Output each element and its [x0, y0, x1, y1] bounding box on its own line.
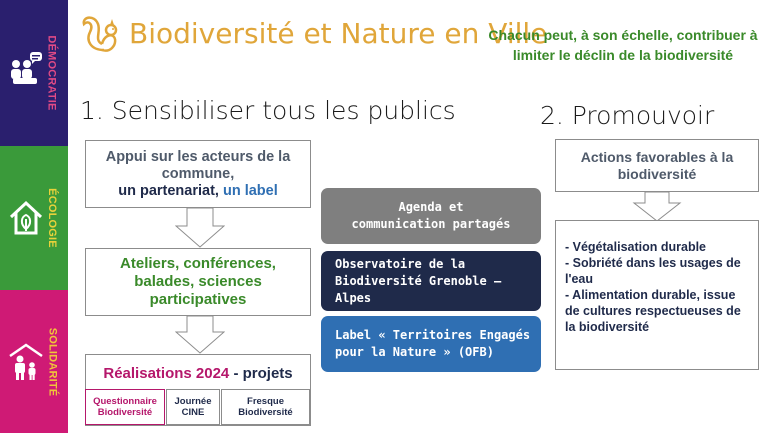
band-label-democratie: DÉMOCRATIE [46, 35, 59, 111]
acteurs-line1: Appui sur les acteurs de la commune, [105, 148, 291, 182]
section2-box-actions [555, 139, 759, 192]
down-arrow-3 [632, 192, 682, 222]
section1-box-ateliers [85, 248, 311, 316]
band-label-ecologie: ÉCOLOGIE [46, 188, 59, 248]
promo-item-1: - Végétalisation durable [565, 240, 707, 254]
sidebar-band-democratie [0, 0, 68, 146]
promo-item-3: - Alimentation durable, issue de cultures respectueuses de la biodiversité [565, 288, 741, 334]
section1-box-acteurs [85, 140, 311, 208]
squirrel-icon [80, 14, 122, 56]
down-arrow-1 [175, 208, 225, 248]
header-quote [478, 25, 768, 65]
house-leaf-icon [8, 198, 44, 238]
realisations-title: Réalisations 2024 [103, 365, 230, 382]
promo-item-2: - Sobriété dans les usages de l'eau [565, 256, 741, 286]
project-fresque: Fresque Biodiversité [221, 389, 310, 425]
down-arrow-2 [175, 316, 225, 354]
quote-line-1: Chacun peut, à son échelle, contribuer à [488, 27, 758, 43]
section2-box-list [555, 220, 759, 370]
sidebar-band-ecologie [0, 146, 68, 290]
page-title: Biodiversité et Nature en Ville [129, 17, 548, 50]
ateliers-text: Ateliers, conférences, balades, sciences participatives [120, 255, 276, 308]
sidebar-band-solidarite [0, 290, 68, 433]
project-questionnaire: Questionnaire Biodiversité [85, 389, 165, 425]
actions-text: Actions favorables à la biodiversité [580, 148, 734, 182]
pill-label-ofb: Label « Territoires Engagés pour la Nature » (OFB) [321, 316, 541, 372]
pill-agenda: Agenda et communication partagés [321, 188, 541, 244]
project-journee-cine: Journée CINE [166, 389, 220, 425]
realisations-projets: - projets [229, 365, 293, 382]
pill-observatoire: Observatoire de la Biodiversité Grenoble – Alpes [321, 251, 541, 311]
acteurs-label: un label [218, 182, 278, 199]
community-meeting-icon [8, 50, 44, 90]
family-home-icon [8, 342, 44, 382]
section2-title: 2. Promouvoir [540, 101, 715, 130]
section1-title: 1. Sensibiliser tous les publics [80, 96, 456, 125]
band-label-solidarite: SOLIDARITÉ [46, 327, 58, 396]
acteurs-partenariat: un partenariat, [118, 182, 219, 199]
quote-line-2: limiter le déclin de la biodiversité [512, 47, 734, 63]
